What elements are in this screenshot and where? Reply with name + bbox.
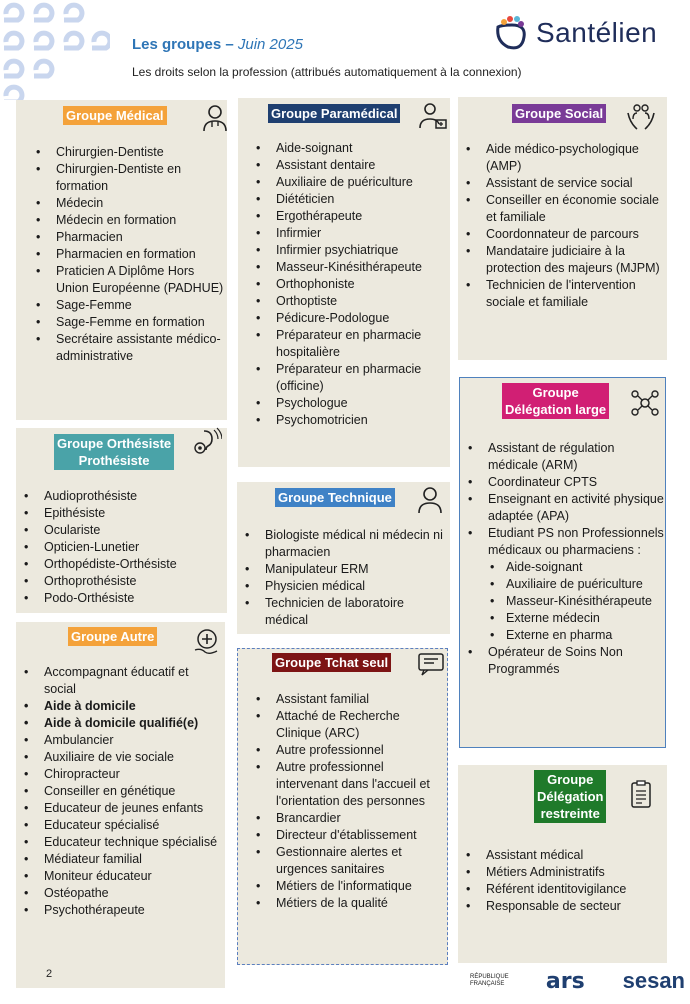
list-item: • Aide à domicile qualifié(e) bbox=[16, 715, 223, 732]
list-item: • Pharmacien bbox=[28, 229, 224, 246]
group-orthesiste-list bbox=[16, 488, 224, 607]
page-title: Les groupes – Juin 2025 bbox=[132, 36, 303, 53]
group-delegation-restreinte-list bbox=[458, 847, 664, 915]
santelien-logo-text: Santélien bbox=[536, 17, 658, 48]
ear-eye-icon bbox=[192, 426, 222, 456]
decorative-pattern bbox=[0, 0, 110, 100]
list-item: • Préparateur en pharmacie (officine) bbox=[248, 361, 446, 395]
list-item: • Pharmacien en formation bbox=[28, 246, 224, 263]
list-item: • Masseur-Kinésithérapeute bbox=[248, 259, 446, 276]
list-item: • Manipulateur ERM bbox=[237, 561, 447, 578]
group-delegation-restreinte-label-line1: Groupe bbox=[547, 772, 594, 787]
list-item: • Psychologue bbox=[248, 395, 446, 412]
list-item: • Coordonnateur de parcours bbox=[458, 226, 664, 243]
list-item: • Chirurgien-Dentiste bbox=[28, 144, 224, 161]
list-item: • Ambulancier bbox=[16, 732, 223, 749]
group-autre-box bbox=[16, 622, 225, 988]
group-medical-box bbox=[16, 100, 227, 420]
list-item: • Educateur de jeunes enfants bbox=[16, 800, 223, 817]
social-care-icon bbox=[626, 101, 656, 131]
list-item: • Préparateur en pharmacie hospitalière bbox=[248, 327, 446, 361]
ars-logo: ars bbox=[545, 968, 585, 994]
list-item: • Assistant familial bbox=[248, 691, 446, 708]
list-item: • Etudiant PS non Professionnels médicaux ou pharmaciens : bbox=[460, 525, 665, 559]
list-item: • Chirurgien-Dentiste en formation bbox=[28, 161, 224, 195]
group-orthesiste-label-line2: Prothésiste bbox=[78, 453, 150, 468]
list-item: • Ocularistе bbox=[16, 522, 224, 539]
group-delegation-large-list bbox=[460, 440, 665, 678]
list-item: • Ostéopathe bbox=[16, 885, 223, 902]
group-technique-box bbox=[237, 482, 450, 634]
page-number: 2 bbox=[46, 968, 53, 980]
page-subtitle: Les droits selon la profession (attribués automatiquement à la connexion) bbox=[132, 65, 522, 79]
list-item: • Directeur d'établissement bbox=[248, 827, 446, 844]
list-item: • Référent identitovigilance bbox=[458, 881, 664, 898]
group-paramedical-list bbox=[248, 140, 446, 429]
list-item: • Médecin en formation bbox=[28, 212, 224, 229]
list-item: • Autre professionnel bbox=[248, 742, 446, 759]
list-item: • Assistant de service social bbox=[458, 175, 664, 192]
list-item: • Responsable de secteur bbox=[458, 898, 664, 915]
list-item: • Praticien A Diplôme Hors Union Européenne (PADHUE) bbox=[28, 263, 224, 297]
list-item: • Assistant médical bbox=[458, 847, 664, 864]
group-orthesiste-box bbox=[16, 428, 227, 613]
network-icon bbox=[630, 388, 660, 418]
list-item: • Médecin bbox=[28, 195, 224, 212]
group-delegation-restreinte-box bbox=[458, 765, 667, 963]
footer-logos bbox=[470, 962, 685, 1000]
list-item: • Métiers de la qualité bbox=[248, 895, 446, 912]
group-delegation-restreinte-label bbox=[534, 770, 606, 823]
list-item: • Assistant dentaire bbox=[248, 157, 446, 174]
list-item: • Conseiller en économie sociale et familiale bbox=[458, 192, 664, 226]
santelien-logo-icon bbox=[490, 13, 530, 53]
list-item: • Moniteur éducateur bbox=[16, 868, 223, 885]
group-orthesiste-label-line1: Groupe Orthésiste bbox=[57, 436, 172, 451]
clipboard-icon bbox=[626, 779, 656, 809]
group-delegation-restreinte-label-line2: Délégation bbox=[537, 789, 604, 804]
list-item: • Gestionnaire alertes et urgences sanitaires bbox=[248, 844, 446, 878]
list-sub-item: • Externe médecin bbox=[460, 610, 665, 627]
list-item: • Epithésiste bbox=[16, 505, 224, 522]
sesan-logo: sesan bbox=[622, 968, 685, 993]
technician-icon bbox=[415, 484, 445, 514]
list-item: • Educateur spécialisé bbox=[16, 817, 223, 834]
group-medical-list bbox=[28, 144, 224, 365]
list-item: • Technicien de laboratoire médical bbox=[237, 595, 447, 629]
group-technique-label: Groupe Technique bbox=[275, 488, 395, 507]
list-item: • Chiropracteur bbox=[16, 766, 223, 783]
list-item: • Opticien-Lunetier bbox=[16, 539, 224, 556]
list-sub-item: • Externe en pharma bbox=[460, 627, 665, 644]
list-item: • Orthoprothésiste bbox=[16, 573, 224, 590]
list-item: • Infirmier psychiatrique bbox=[248, 242, 446, 259]
list-item: • Assistant de régulation médicale (ARM) bbox=[460, 440, 665, 474]
santelien-logo bbox=[490, 8, 680, 58]
group-social-label: Groupe Social bbox=[512, 104, 606, 123]
group-delegation-restreinte-label-line3: restreinte bbox=[540, 806, 600, 821]
list-item: • Audioprothésiste bbox=[16, 488, 224, 505]
list-item: • Coordinateur CPTS bbox=[460, 474, 665, 491]
list-item: • Physicien médical bbox=[237, 578, 447, 595]
list-item: • Autre professionnel intervenant dans l'accueil et l'orientation des personnes bbox=[248, 759, 446, 810]
group-tchat-list bbox=[248, 691, 446, 912]
group-autre-label: Groupe Autre bbox=[68, 627, 157, 646]
paramedic-icon bbox=[418, 100, 448, 130]
list-item: • Médiateur familial bbox=[16, 851, 223, 868]
republique-francaise-logo: RÉPUBLIQUE FRANÇAISE bbox=[470, 974, 509, 987]
list-item: • Mandataire judiciaire à la protection des majeurs (MJPM) bbox=[458, 243, 664, 277]
group-delegation-large-box bbox=[459, 377, 666, 748]
list-item: • Sage-Femme bbox=[28, 297, 224, 314]
group-tchat-label: Groupe Tchat seul bbox=[272, 653, 391, 672]
list-item: • Attaché de Recherche Clinique (ARC) bbox=[248, 708, 446, 742]
group-paramedical-box bbox=[238, 98, 450, 467]
list-item: • Auxiliaire de puériculture bbox=[248, 174, 446, 191]
list-item: • Métiers de l'informatique bbox=[248, 878, 446, 895]
list-item: • Aide à domicile bbox=[16, 698, 223, 715]
doctor-icon bbox=[200, 102, 230, 132]
group-paramedical-label: Groupe Paramédical bbox=[268, 104, 400, 123]
hand-care-icon bbox=[192, 626, 222, 656]
list-item: • Educateur technique spécialisé bbox=[16, 834, 223, 851]
group-tchat-box bbox=[237, 648, 448, 965]
list-sub-item: • Aide-soignant bbox=[460, 559, 665, 576]
list-sub-item: • Auxiliaire de puériculture bbox=[460, 576, 665, 593]
list-item: • Aide-soignant bbox=[248, 140, 446, 157]
list-item: • Orthoptiste bbox=[248, 293, 446, 310]
list-item: • Psychomotricien bbox=[248, 412, 446, 429]
group-delegation-large-label-line1: Groupe bbox=[532, 385, 579, 400]
list-item: • Aide médico-psychologique (AMP) bbox=[458, 141, 664, 175]
list-item: • Opérateur de Soins Non Programmés bbox=[460, 644, 665, 678]
list-item: • Accompagnant éducatif et social bbox=[16, 664, 223, 698]
group-orthesiste-label bbox=[54, 434, 174, 470]
list-item: • Ergothérapeute bbox=[248, 208, 446, 225]
list-item: • Brancardier bbox=[248, 810, 446, 827]
group-delegation-large-label-line2: Délégation large bbox=[505, 402, 607, 417]
group-technique-list bbox=[237, 527, 447, 629]
list-item: • Sage-Femme en formation bbox=[28, 314, 224, 331]
list-item: • Technicien de l'intervention sociale et familiale bbox=[458, 277, 664, 311]
group-social-list bbox=[458, 141, 664, 311]
list-sub-item: • Masseur-Kinésithérapeute bbox=[460, 593, 665, 610]
list-item: • Conseiller en génétique bbox=[16, 783, 223, 800]
group-medical-label: Groupe Médical bbox=[63, 106, 167, 125]
list-item: • Biologiste médical ni médecin ni pharmacien bbox=[237, 527, 447, 561]
group-autre-list bbox=[16, 664, 223, 919]
list-item: • Métiers Administratifs bbox=[458, 864, 664, 881]
chat-icon bbox=[416, 649, 446, 679]
list-item: • Psychothérapeute bbox=[16, 902, 223, 919]
list-item: • Infirmier bbox=[248, 225, 446, 242]
list-item: • Orthopédiste-Orthésiste bbox=[16, 556, 224, 573]
list-item: • Pédicure-Podologue bbox=[248, 310, 446, 327]
list-item: • Diététicien bbox=[248, 191, 446, 208]
group-delegation-large-label bbox=[502, 383, 609, 419]
list-item: • Orthophoniste bbox=[248, 276, 446, 293]
list-item: • Secrétaire assistante médico-administrative bbox=[28, 331, 224, 365]
list-item: • Auxiliaire de vie sociale bbox=[16, 749, 223, 766]
group-social-box bbox=[458, 97, 667, 360]
list-item: • Enseignant en activité physique adaptée (APA) bbox=[460, 491, 665, 525]
list-item: • Podo-Orthésiste bbox=[16, 590, 224, 607]
